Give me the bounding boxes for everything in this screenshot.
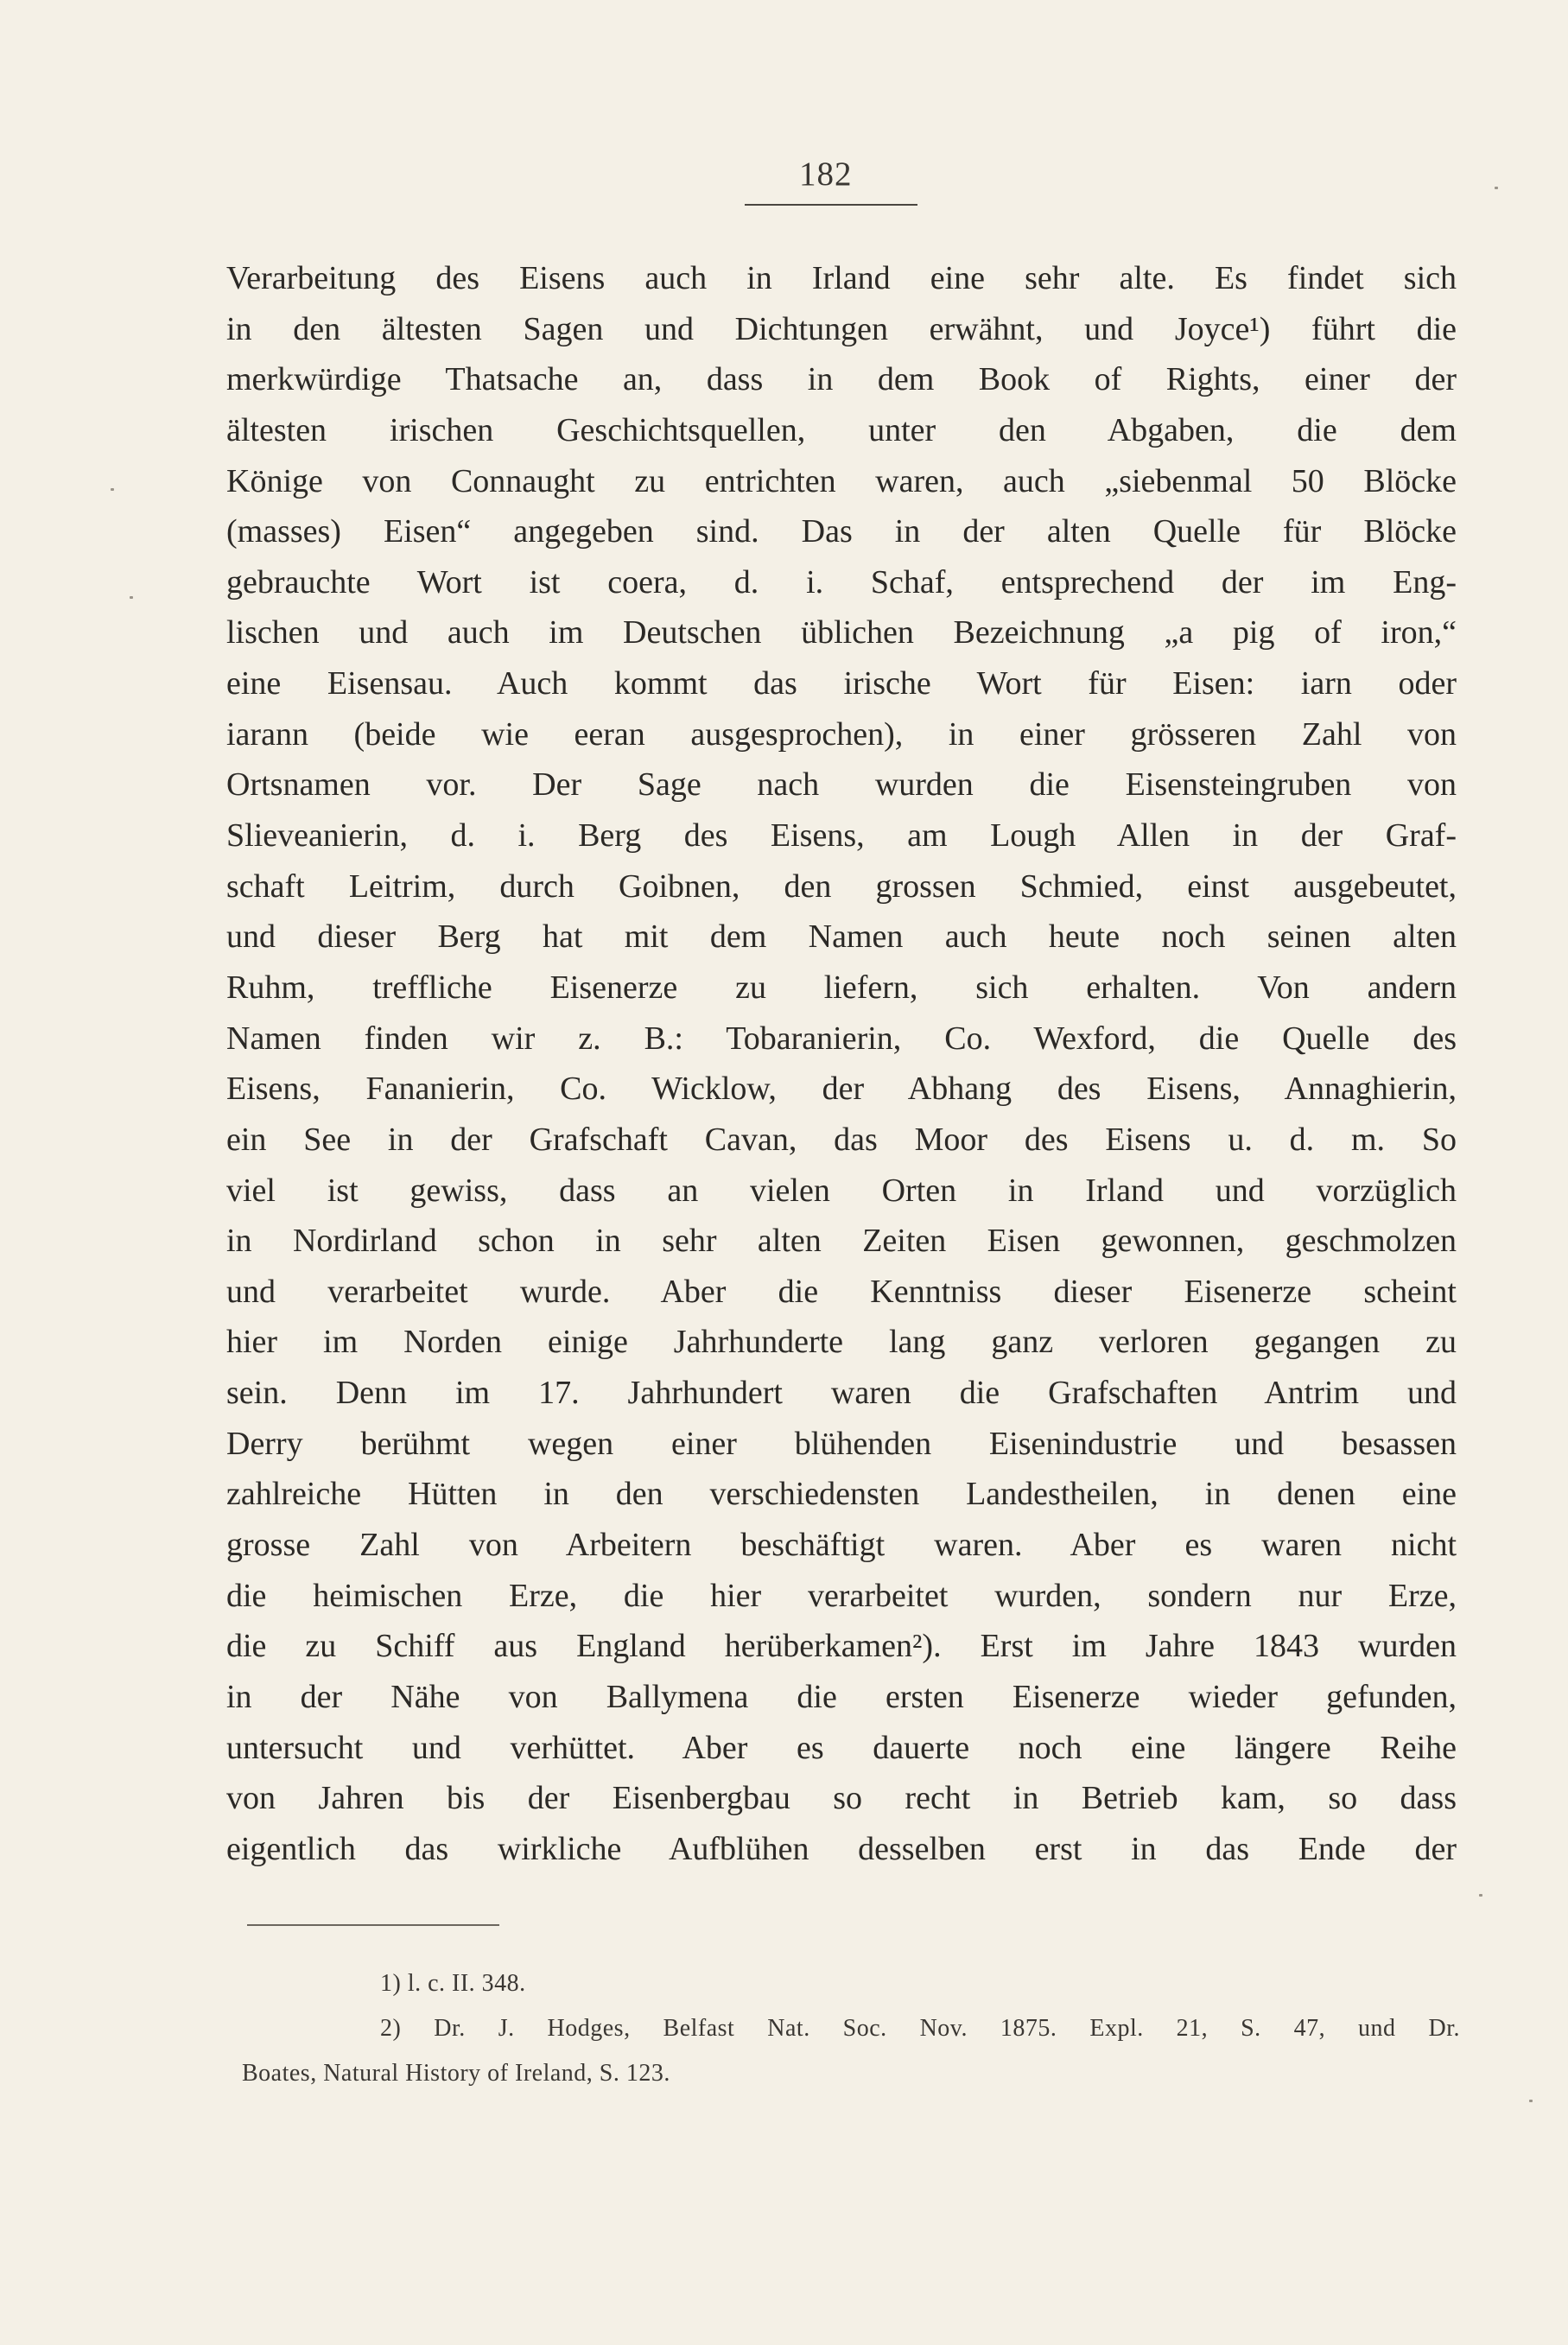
footnote-1: 1) l. c. II. 348. bbox=[380, 1970, 526, 1997]
text-line-17: Eisens, Fananierin, Co. Wicklow, der Abhang des Eisens, Annaghierin, bbox=[226, 1071, 1457, 1108]
paper-speck bbox=[130, 596, 133, 599]
text-line-30: untersucht und verhüttet. Aber es dauerte noch eine längere Reihe bbox=[226, 1729, 1457, 1766]
text-line-10: iarann (beide wie eeran ausgesprochen), in einer grösseren Zahl von bbox=[226, 715, 1457, 753]
text-line-28: die zu Schiff aus England herüberkamen²). Erst im Jahre 1843 wurden bbox=[226, 1628, 1457, 1665]
text-line-19: viel ist gewiss, dass an vielen Orten in Irland und vorzüglich bbox=[226, 1172, 1457, 1209]
body-text bbox=[226, 253, 1457, 1875]
text-line-6: (masses) Eisen“ angegeben sind. Das in der alten Quelle für Blöcke bbox=[226, 513, 1457, 550]
paper-speck bbox=[111, 488, 114, 491]
text-line-25: zahlreiche Hütten in den verschiedensten Landestheilen, in denen eine bbox=[226, 1476, 1457, 1513]
paper-speck bbox=[1495, 187, 1498, 189]
text-line-16: Namen finden wir z. B.: Tobaranierin, Co. Wexford, die Quelle des bbox=[226, 1020, 1457, 1057]
footnote-2-line-2: Boates, Natural History of Ireland, S. 123. bbox=[242, 2060, 670, 2087]
text-line-27: die heimischen Erze, die hier verarbeitet wurden, sondern nur Erze, bbox=[226, 1577, 1457, 1614]
page-number: 182 bbox=[799, 156, 853, 193]
text-line-29: in der Nähe von Ballymena die ersten Eisenerze wieder gefunden, bbox=[226, 1678, 1457, 1715]
text-line-1: Verarbeitung des Eisens auch in Irland eine sehr alte. Es findet sich bbox=[226, 260, 1457, 296]
text-line-32: eigentlich das wirkliche Aufblühen desselben erst in das Ende der bbox=[226, 1830, 1457, 1867]
text-line-4: ältesten irischen Geschichtsquellen, unter den Abgaben, die dem bbox=[226, 411, 1457, 448]
text-line-11: Ortsnamen vor. Der Sage nach wurden die Eisensteingruben von bbox=[226, 766, 1457, 804]
paper-speck bbox=[1479, 1894, 1482, 1897]
text-line-7: gebrauchte Wort ist coera, d. i. Schaf, entsprechend der im Eng- bbox=[226, 563, 1457, 601]
text-line-21: und verarbeitet wurde. Aber die Kenntniss dieser Eisenerze scheint bbox=[226, 1273, 1457, 1310]
text-line-3: merkwürdige Thatsache an, dass in dem Book of Rights, einer der bbox=[226, 361, 1457, 398]
text-line-13: schaft Leitrim, durch Goibnen, den grossen Schmied, einst ausgebeutet, bbox=[226, 867, 1457, 905]
page-number-rule bbox=[745, 204, 917, 206]
text-line-26: grosse Zahl von Arbeitern beschäftigt waren. Aber es waren nicht bbox=[226, 1527, 1457, 1564]
footnote-separator bbox=[247, 1924, 499, 1926]
text-line-5: Könige von Connaught zu entrichten waren, auch „siebenmal 50 Blöcke bbox=[226, 462, 1457, 499]
text-line-22: hier im Norden einige Jahrhunderte lang ganz verloren gegangen zu bbox=[226, 1324, 1457, 1361]
text-line-8: lischen und auch im Deutschen üblichen Bezeichnung „a pig of iron,“ bbox=[226, 614, 1457, 651]
footnotes bbox=[242, 1961, 1460, 2096]
text-line-9: eine Eisensau. Auch kommt das irische Wort für Eisen: iarn oder bbox=[226, 665, 1457, 702]
text-line-2: in den ältesten Sagen und Dichtungen erwähnt, und Joyce¹) führt die bbox=[226, 310, 1457, 347]
text-line-24: Derry berühmt wegen einer blühenden Eisenindustrie und besassen bbox=[226, 1425, 1457, 1462]
text-line-20: in Nordirland schon in sehr alten Zeiten Eisen gewonnen, geschmolzen bbox=[226, 1223, 1457, 1260]
text-line-18: ein See in der Grafschaft Cavan, das Moor des Eisens u. d. m. So bbox=[226, 1121, 1457, 1158]
text-line-23: sein. Denn im 17. Jahrhundert waren die Grafschaften Antrim und bbox=[226, 1375, 1457, 1412]
text-line-12: Slieveanierin, d. i. Berg des Eisens, am Lough Allen in der Graf- bbox=[226, 817, 1457, 855]
text-line-31: von Jahren bis der Eisenbergbau so recht in Betrieb kam, so dass bbox=[226, 1780, 1457, 1817]
text-line-14: und dieser Berg hat mit dem Namen auch heute noch seinen alten bbox=[226, 918, 1457, 956]
paper-speck bbox=[1529, 2100, 1533, 2102]
text-line-15: Ruhm, treffliche Eisenerze zu liefern, sich erhalten. Von andern bbox=[226, 969, 1457, 1006]
footnote-2-line-1: 2) Dr. J. Hodges, Belfast Nat. Soc. Nov. 1875. Expl. 21, S. 47, und Dr. bbox=[380, 2015, 1460, 2042]
